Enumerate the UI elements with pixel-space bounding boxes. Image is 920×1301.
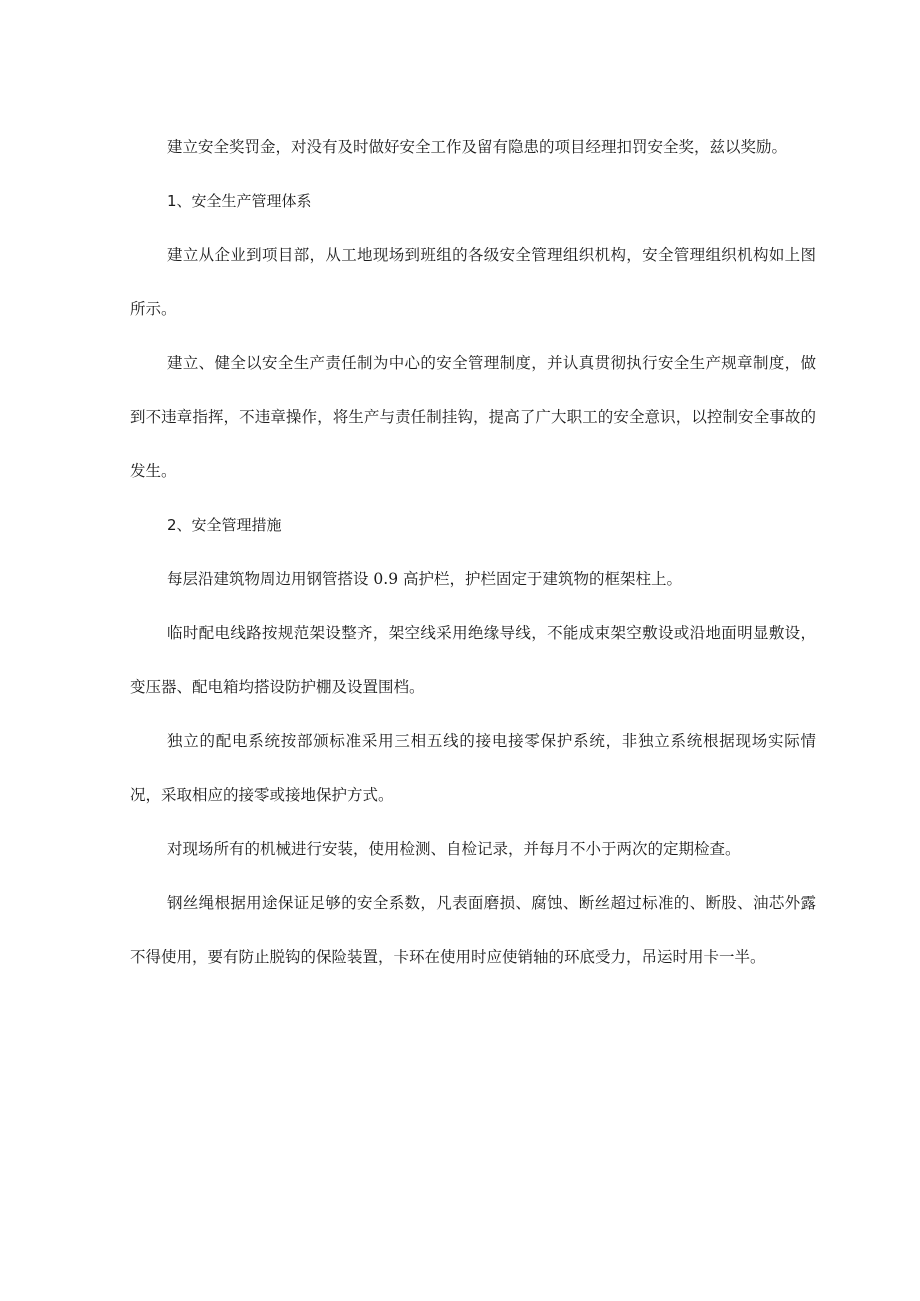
heading-safety-measures: 2、安全管理措施 [167,516,282,534]
document-body [130,120,816,984]
paragraph-organization: 建立从企业到项目部，从工地现场到班组的各级安全管理组织机构，安全管理组织机构如上图所示。 [130,246,816,318]
paragraph-machinery-inspection: 对现场所有的机械进行安装，使用检测、自检记录，并每月不小于两次的定期检查。 [167,840,741,858]
heading-safety-management-system: 1、安全生产管理体系 [167,192,312,210]
paragraph-wire-rope: 钢丝绳根据用途保证足够的安全系数，凡表面磨损、腐蚀、断丝超过标准的、断股、油芯外露不得使用，要有防止脱钩的保险装置，卡环在使用时应使销轴的环底受力，吊运时用卡一半。 [130,894,816,966]
paragraph-guardrail: 每层沿建筑物周边用钢管搭设 0.9 高护栏，护栏固定于建筑物的框架柱上。 [167,570,683,588]
paragraph-power-distribution: 独立的配电系统按部颁标准采用三相五线的接电接零保护系统，非独立系统根据现场实际情况，采取相应的接零或接地保护方式。 [130,732,816,804]
paragraph-responsibility-system: 建立、健全以安全生产责任制为中心的安全管理制度，并认真贯彻执行安全生产规章制度，做到不违章指挥，不违章操作，将生产与责任制挂钩，提高了广大职工的安全意识，以控制安全事故的发生。 [130,354,816,480]
paragraph-safety-reward: 建立安全奖罚金，对没有及时做好安全工作及留有隐患的项目经理扣罚安全奖，兹以奖励。 [167,138,788,156]
paragraph-temporary-wiring: 临时配电线路按规范架设整齐，架空线采用绝缘导线，不能成束架空敷设或沿地面明显敷设，变压器、配电箱均搭设防护棚及设置围档。 [130,624,816,696]
